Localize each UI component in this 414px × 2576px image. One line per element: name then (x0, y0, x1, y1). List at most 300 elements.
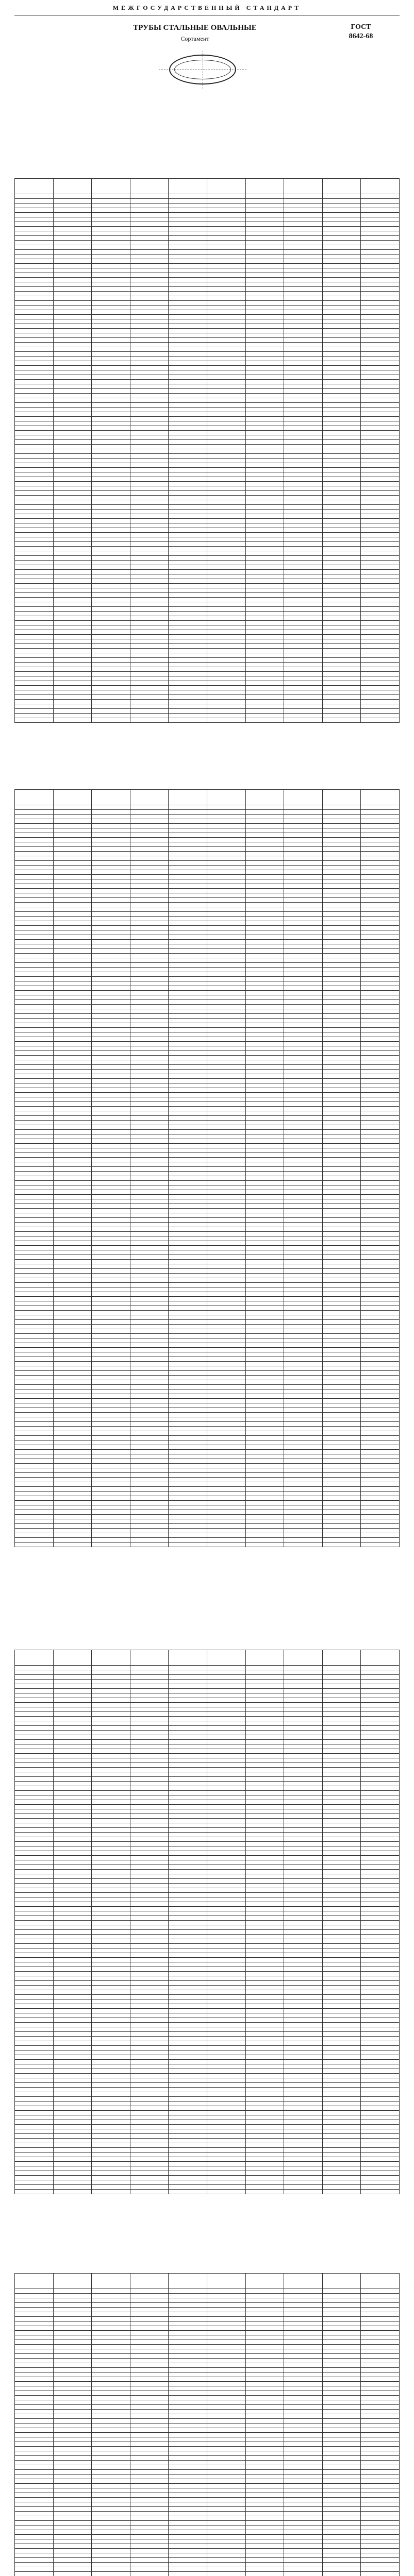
table-cell (322, 2396, 361, 2400)
table-cell (284, 1366, 323, 1371)
table-cell (322, 1325, 361, 1329)
table-cell (15, 2382, 54, 2386)
table-cell (284, 1172, 323, 1176)
table-cell (207, 819, 245, 824)
table-row (15, 1255, 400, 1260)
table-cell (15, 2298, 54, 2303)
table-cell (284, 1125, 323, 1130)
table-row (15, 510, 400, 514)
table-cell (361, 2037, 400, 2041)
table-cell (322, 1487, 361, 1492)
table-cell (207, 1042, 245, 1046)
table-cell (53, 907, 92, 912)
table-cell (207, 1343, 245, 1348)
table-row (15, 2289, 400, 2294)
table-cell (53, 1278, 92, 1283)
table-cell (207, 935, 245, 940)
table-row (15, 1464, 400, 1468)
table-cell (169, 2539, 207, 2544)
table-cell (361, 2553, 400, 2558)
table-cell (207, 667, 245, 672)
table-cell (245, 2009, 284, 2013)
table-cell (92, 1070, 130, 1074)
table-cell (245, 1246, 284, 1250)
table-cell (245, 926, 284, 930)
table-cell (322, 972, 361, 977)
table-cell (53, 2539, 92, 2544)
table-cell (169, 347, 207, 352)
table-cell (207, 384, 245, 389)
table-cell (322, 2317, 361, 2321)
table-cell (92, 1440, 130, 1445)
table-cell (169, 2303, 207, 2308)
table-cell (15, 1805, 54, 1809)
table-cell (169, 593, 207, 598)
table-cell (15, 1935, 54, 1939)
table-cell (130, 319, 169, 324)
table-cell (284, 477, 323, 482)
table-cell (130, 893, 169, 898)
table-cell (169, 366, 207, 370)
table-cell (169, 2414, 207, 2419)
table-cell (322, 533, 361, 537)
table-cell (245, 505, 284, 510)
table-cell (361, 1408, 400, 1413)
table-cell (130, 819, 169, 824)
table-cell (361, 259, 400, 264)
table-cell (130, 815, 169, 819)
table-cell (284, 898, 323, 903)
table-cell (361, 1445, 400, 1450)
table-row (15, 2410, 400, 2414)
table-cell (284, 2419, 323, 2424)
table-cell (169, 1735, 207, 1740)
table-cell (169, 1376, 207, 1380)
table-cell (284, 2410, 323, 2414)
table-cell (284, 1846, 323, 1851)
table-cell (207, 2083, 245, 2088)
table-cell (92, 370, 130, 375)
table-cell (361, 1144, 400, 1148)
table-cell (169, 1482, 207, 1487)
table-cell (284, 625, 323, 630)
table-cell (322, 1468, 361, 1473)
table-cell (245, 2125, 284, 2129)
table-cell (15, 449, 54, 454)
table-cell (53, 1190, 92, 1195)
table-row (15, 1269, 400, 1274)
table-cell (207, 2451, 245, 2456)
table-cell (53, 301, 92, 306)
table-cell (284, 361, 323, 366)
table-cell (322, 625, 361, 630)
table-cell (15, 259, 54, 264)
table-cell (284, 663, 323, 667)
table-cell (15, 847, 54, 852)
table-cell (53, 1325, 92, 1329)
table-cell (169, 1519, 207, 1524)
table-cell (284, 2032, 323, 2037)
table-cell (284, 1056, 323, 1060)
table-cell (207, 852, 245, 856)
table-cell (169, 893, 207, 898)
table-cell (322, 1805, 361, 1809)
table-cell (284, 1134, 323, 1139)
table-row (15, 1990, 400, 1995)
table-cell (361, 1717, 400, 1721)
table-cell (322, 639, 361, 644)
table-row (15, 1241, 400, 1246)
table-row (15, 2032, 400, 2037)
table-cell (284, 2530, 323, 2535)
table-cell (207, 584, 245, 588)
table-cell (92, 1809, 130, 1814)
table-cell (169, 1805, 207, 1809)
table-cell (207, 1232, 245, 1236)
table-cell (245, 972, 284, 977)
table-cell (15, 1870, 54, 1874)
table-cell (207, 1060, 245, 1065)
table-cell (207, 421, 245, 426)
table-cell (284, 2516, 323, 2521)
table-cell (207, 1505, 245, 1510)
table-cell (169, 1028, 207, 1032)
table-cell (92, 1185, 130, 1190)
table-cell (92, 1916, 130, 1921)
table-cell (284, 2046, 323, 2050)
table-cell (322, 2349, 361, 2354)
table-cell (15, 1976, 54, 1981)
table-cell (15, 977, 54, 981)
table-cell (284, 2451, 323, 2456)
table-cell (169, 2424, 207, 2428)
table-cell (245, 1051, 284, 1056)
table-cell (15, 805, 54, 810)
table-row (15, 352, 400, 357)
table-cell (207, 2563, 245, 2567)
table-cell (130, 838, 169, 842)
table-cell (284, 1529, 323, 1533)
table-row (15, 2185, 400, 2190)
table-cell (361, 1870, 400, 1874)
table-cell (245, 2326, 284, 2331)
table-cell (130, 2377, 169, 2382)
table-cell (92, 1907, 130, 1911)
table-cell (322, 366, 361, 370)
table-cell (130, 445, 169, 449)
table-cell (361, 1809, 400, 1814)
table-cell (207, 2060, 245, 2064)
table-cell (207, 1754, 245, 1758)
table-cell (284, 968, 323, 972)
table-cell (92, 1292, 130, 1297)
table-cell (53, 2359, 92, 2363)
table-cell (130, 1487, 169, 1492)
table-cell (207, 361, 245, 366)
table-cell (15, 2317, 54, 2321)
table-cell (53, 454, 92, 459)
table-cell (322, 612, 361, 616)
table-cell (130, 1417, 169, 1422)
table-cell (169, 510, 207, 514)
table-cell (92, 389, 130, 394)
table-cell (245, 1236, 284, 1241)
table-cell (361, 616, 400, 621)
table-cell (15, 1158, 54, 1162)
table-cell (130, 681, 169, 686)
table-cell (15, 1051, 54, 1056)
table-row (15, 222, 400, 227)
table-cell (53, 2289, 92, 2294)
table-cell (130, 551, 169, 556)
table-cell (130, 1768, 169, 1772)
table-cell (15, 2405, 54, 2410)
table-row (15, 2414, 400, 2419)
table-cell (322, 2526, 361, 2530)
table-cell (53, 1786, 92, 1791)
table-cell (15, 861, 54, 866)
table-cell (361, 2102, 400, 2106)
table-cell (169, 2331, 207, 2335)
table-cell (130, 2340, 169, 2345)
table-cell (53, 861, 92, 866)
table-cell (53, 2512, 92, 2516)
table-cell (15, 2414, 54, 2419)
table-cell (169, 1139, 207, 1144)
table-cell (284, 570, 323, 574)
table-cell (15, 2088, 54, 2092)
table-row (15, 2013, 400, 2018)
table-cell (207, 1436, 245, 1440)
table-cell (15, 1107, 54, 1111)
table-cell (15, 2176, 54, 2180)
table-cell (284, 1014, 323, 1019)
table-cell (361, 2484, 400, 2488)
table-cell (130, 1772, 169, 1777)
table-cell (169, 963, 207, 968)
table-cell (284, 2148, 323, 2153)
table-cell (284, 1962, 323, 1967)
table-cell (284, 1496, 323, 1501)
table-cell (92, 1241, 130, 1246)
table-cell (284, 1698, 323, 1703)
table-cell (207, 810, 245, 815)
table-cell (207, 681, 245, 686)
table-cell (322, 1524, 361, 1529)
table-cell (284, 574, 323, 579)
table-cell (245, 574, 284, 579)
table-cell (361, 1935, 400, 1939)
table-cell (130, 1519, 169, 1524)
table-cell (361, 1074, 400, 1079)
table-cell (322, 2111, 361, 2115)
table-cell (207, 676, 245, 681)
table-cell (92, 213, 130, 217)
table-cell (169, 459, 207, 463)
table-cell (361, 2340, 400, 2345)
table-cell (53, 2060, 92, 2064)
table-cell (130, 2013, 169, 2018)
table-cell (245, 1911, 284, 1916)
table-cell (361, 1524, 400, 1529)
table-cell (130, 1042, 169, 1046)
table-cell (284, 639, 323, 644)
table-cell (245, 1482, 284, 1487)
table-row (15, 2382, 400, 2386)
table-cell (15, 1389, 54, 1394)
table-cell (284, 2521, 323, 2526)
table-cell (207, 1897, 245, 1902)
table-cell (361, 2050, 400, 2055)
table-cell (15, 1958, 54, 1962)
table-row (15, 343, 400, 347)
table-row (15, 1000, 400, 1005)
table-row (15, 2488, 400, 2493)
table-cell (284, 2102, 323, 2106)
table-row (15, 2335, 400, 2340)
table-cell (92, 459, 130, 463)
table-cell (284, 2009, 323, 2013)
table-cell (322, 1533, 361, 1538)
table-cell (284, 2386, 323, 2391)
table-cell (130, 1666, 169, 1670)
table-cell (361, 1533, 400, 1538)
table-cell (361, 1487, 400, 1492)
table-cell (284, 1250, 323, 1255)
table-cell (92, 194, 130, 199)
table-cell (169, 2410, 207, 2414)
table-cell (92, 556, 130, 561)
table-cell (284, 547, 323, 551)
table-cell (361, 1962, 400, 1967)
table-cell (169, 1204, 207, 1209)
table-cell (169, 1763, 207, 1768)
table-cell (322, 2125, 361, 2129)
table-cell (361, 2027, 400, 2032)
table-cell (169, 958, 207, 963)
table-row (15, 940, 400, 944)
table-cell (207, 394, 245, 398)
table-cell (15, 995, 54, 1000)
table-cell (207, 1102, 245, 1107)
table-cell (92, 2009, 130, 2013)
table-cell (361, 991, 400, 995)
table-header-cell (169, 2274, 207, 2289)
table-cell (92, 2083, 130, 2088)
table-cell (92, 1250, 130, 1255)
table-cell (92, 204, 130, 208)
table-cell (130, 958, 169, 963)
table-cell (245, 2102, 284, 2106)
table-cell (245, 1162, 284, 1167)
table-cell (53, 944, 92, 949)
table-cell (169, 2558, 207, 2563)
table-cell (15, 250, 54, 255)
table-cell (53, 1274, 92, 1278)
table-cell (245, 2190, 284, 2194)
table-cell (15, 940, 54, 944)
table-cell (92, 445, 130, 449)
table-cell (130, 315, 169, 319)
table-cell (284, 1376, 323, 1380)
table-cell (284, 449, 323, 454)
table-cell (92, 255, 130, 259)
table-cell (15, 958, 54, 963)
table-cell (322, 2544, 361, 2549)
dimension-table-2 (14, 789, 400, 1547)
table-cell (284, 514, 323, 519)
table-cell (207, 1670, 245, 1675)
table-cell (322, 2493, 361, 2498)
table-cell (245, 1805, 284, 1809)
table-cell (53, 1744, 92, 1749)
table-cell (284, 1176, 323, 1181)
table-cell (130, 398, 169, 403)
table-cell (15, 1366, 54, 1371)
table-cell (53, 1870, 92, 1874)
table-cell (322, 1204, 361, 1209)
table-row (15, 370, 400, 375)
table-row (15, 2470, 400, 2475)
table-cell (361, 1278, 400, 1283)
table-cell (207, 2396, 245, 2400)
table-cell (15, 445, 54, 449)
table-cell (207, 435, 245, 440)
table-cell (207, 1510, 245, 1515)
table-cell (53, 435, 92, 440)
table-cell (53, 1902, 92, 1907)
table-cell (322, 477, 361, 482)
table-cell (92, 2437, 130, 2442)
table-cell (92, 1782, 130, 1786)
table-cell (169, 1362, 207, 1366)
table-cell (53, 2041, 92, 2046)
table-cell (207, 695, 245, 700)
table-cell (169, 1670, 207, 1675)
table-cell (284, 644, 323, 649)
table-cell (207, 1139, 245, 1144)
table-cell (130, 2544, 169, 2549)
table-cell (361, 1287, 400, 1292)
table-row (15, 282, 400, 287)
table-row (15, 1837, 400, 1842)
table-cell (15, 866, 54, 870)
table-cell (92, 579, 130, 584)
table-cell (322, 1828, 361, 1833)
table-cell (15, 1199, 54, 1204)
table-row (15, 1283, 400, 1287)
table-cell (92, 1144, 130, 1148)
table-cell (130, 2419, 169, 2424)
table-cell (130, 828, 169, 833)
table-row (15, 588, 400, 593)
table-cell (169, 1181, 207, 1185)
table-cell (322, 2097, 361, 2102)
table-cell (130, 2162, 169, 2166)
table-cell (169, 2078, 207, 2083)
table-cell (245, 1158, 284, 1162)
table-cell (361, 574, 400, 579)
table-row (15, 1389, 400, 1394)
table-cell (322, 213, 361, 217)
table-cell (130, 324, 169, 329)
table-cell (322, 222, 361, 227)
table-cell (130, 1851, 169, 1856)
table-cell (245, 2563, 284, 2567)
table-cell (284, 1255, 323, 1260)
table-cell (245, 2171, 284, 2176)
table-cell (284, 1487, 323, 1492)
